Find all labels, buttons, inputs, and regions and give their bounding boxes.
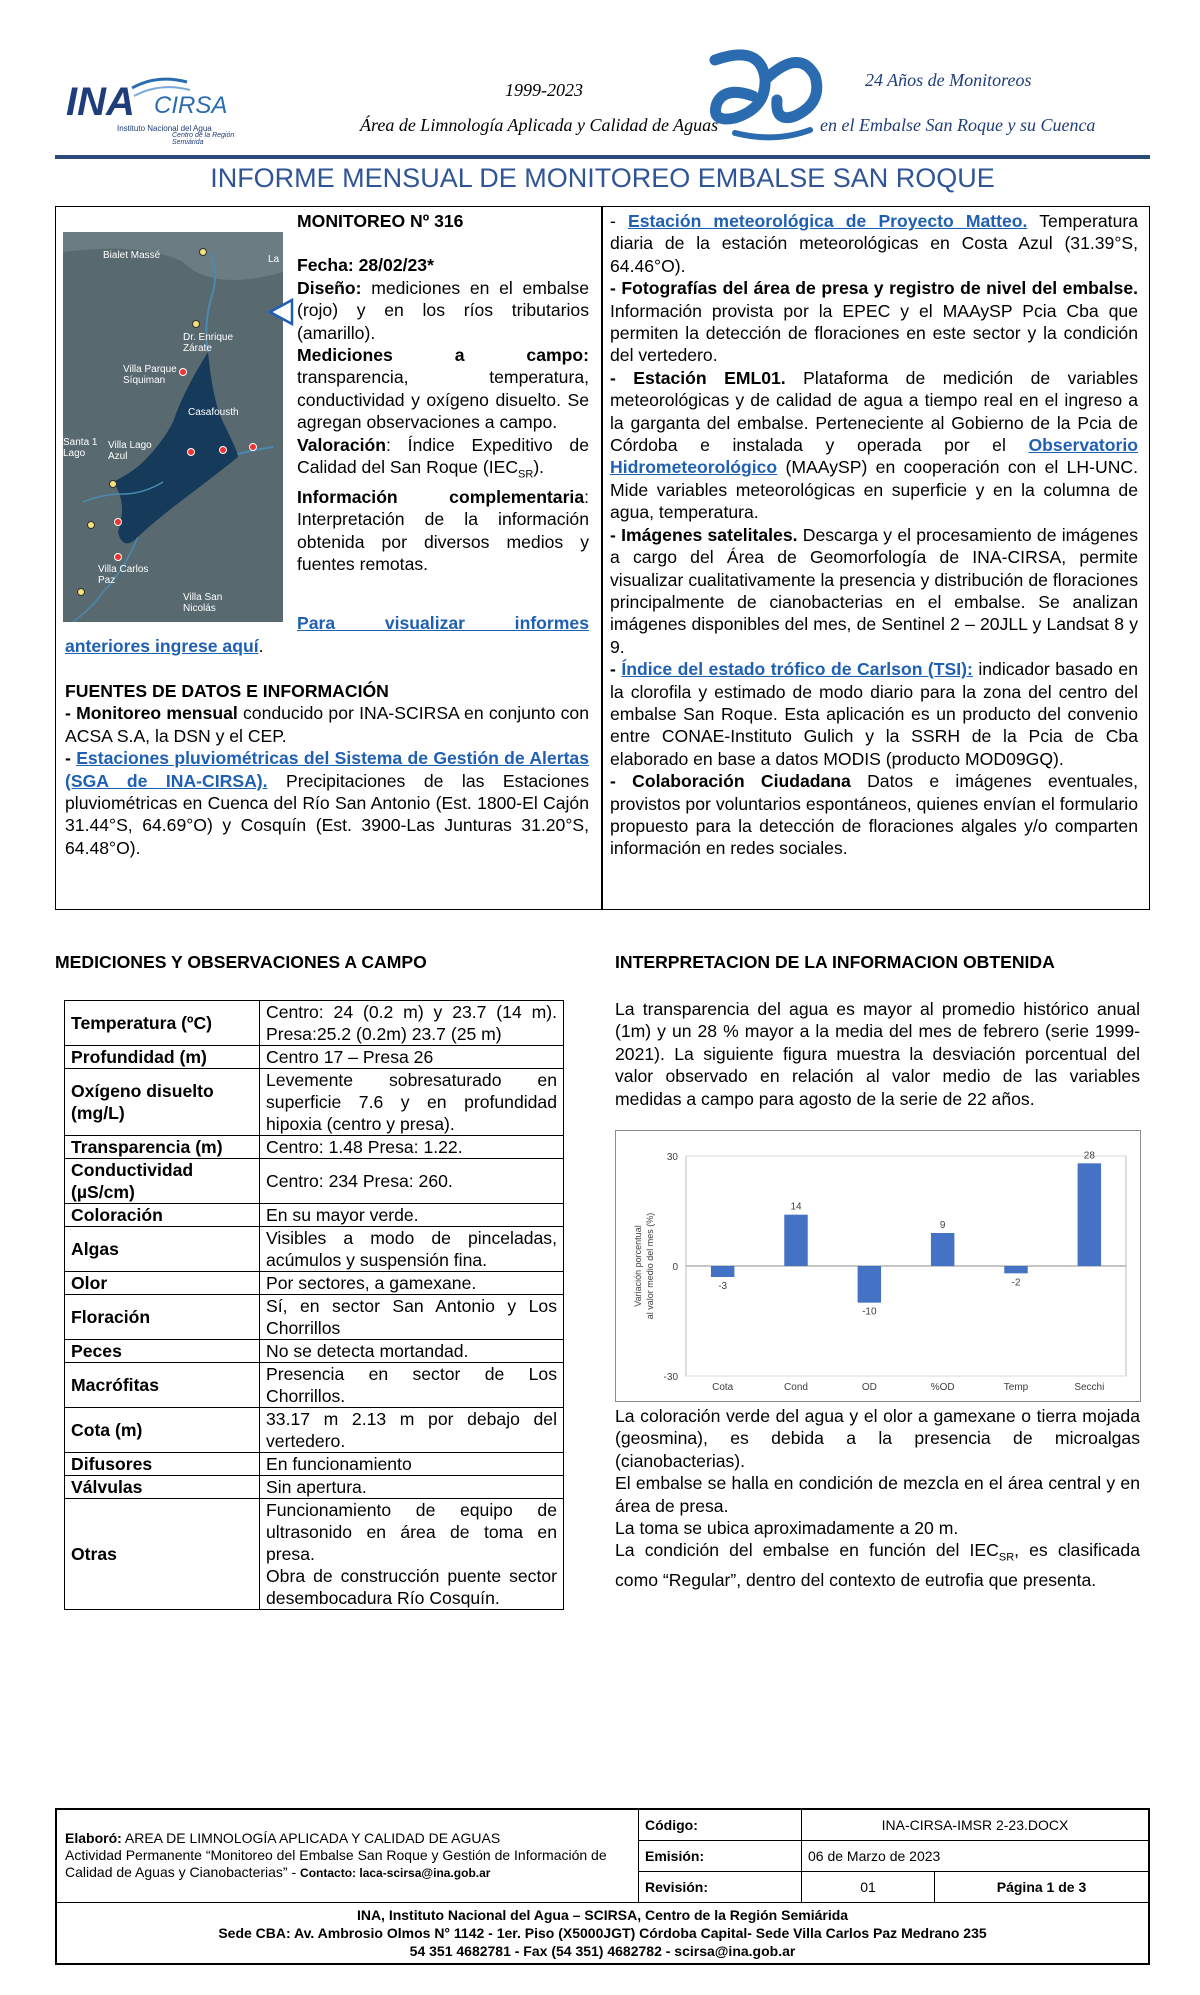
mediciones-key: Olor [65,1272,260,1295]
r1 [610,210,1138,277]
chart-bar [1078,1163,1101,1266]
map-pointer-icon [268,298,294,331]
chart-bar [784,1215,807,1266]
mediciones-table [64,1000,564,1610]
header-area: Área de Limnología Aplicada y Calidad de Aguas [360,115,719,135]
mediciones-key: Transparencia (m) [65,1136,260,1159]
diseno-paragraph [297,277,589,344]
info-text: : Interpretación de la información obtenida por diversos medios y fuentes remotas. [297,486,589,575]
map-label: Casafousth [188,407,239,418]
chart-bar [858,1266,881,1303]
fuentes-p1-text: conducido por INA-SCIRSA en conjunto con ACSA S.A, la DSN y el CEP. [65,703,589,746]
reservoir-map [63,232,283,622]
mediciones-row [65,1001,564,1046]
emision-value: 06 de Marzo de 2023 [802,1841,1149,1872]
interpretacion-p4: La toma se ubica aproximadamente a 20 m. [615,1518,959,1539]
r3-text1: Plataforma de medición de variables meteorológicas y de calidad de agua a tiempo real en el ingreso a la garganta del embalse. Perteneciente al Gobierno de la Pcia de Córdoba e instalada y operada por el [610,367,1138,456]
tsi-link[interactable]: Índice del estado trófico de Carlson (TSI): [621,659,973,680]
diseno-text: mediciones en el embalse (rojo) y en los ríos tributarios (amarillo). [297,277,589,343]
mediciones-key: Floración [65,1295,260,1340]
mediciones-row [65,1499,564,1610]
header-years: 1999-2023 [505,80,583,100]
contacto-text: Contacto: laca-scirsa@ina.gob.ar [300,1866,491,1880]
map-label: Villa Carlos Paz [98,564,149,586]
mediciones-key: Macrófitas [65,1363,260,1408]
mediciones-value: Funcionamiento de equipo de ultrasonido en área de toma en presa. Obra de construcción puente sector desembocadura Río Cosquín. [260,1499,564,1610]
r2-label: - Fotografías del área de presa y registro de nivel del embalse. [610,278,1138,299]
deviation-chart-svg [616,1131,1140,1401]
bar-value-label: 9 [939,1220,946,1231]
logo-sub2: Centro de la Región Semiárida [172,132,235,146]
interpretacion-heading: INTERPRETACION DE LA INFORMACION OBTENIDA [615,952,1055,972]
mediciones-value: 33.17 m 2.13 m por debajo del vertedero. [260,1408,564,1453]
fuentes-heading: FUENTES DE DATOS E INFORMACIÓN [65,681,389,701]
observatorio-link[interactable]: Observatorio Hidrometeorológico [610,435,1138,478]
swirl-logo [705,48,825,143]
chart-bar [931,1233,954,1266]
x-tick-label: Secchi [1074,1382,1105,1393]
valoracion-sub: SR [518,468,534,481]
mediciones-value: No se detecta mortandad. [260,1340,564,1363]
map-label: Villa Parque Síquiman [123,364,177,386]
mediciones-row [65,1453,564,1476]
previous-reports-link[interactable] [297,612,589,634]
previous-reports-link-line1[interactable]: Para visualizar informes [297,613,589,633]
sga-link[interactable]: Estaciones pluviométricas del Sistema de Gestión de Alertas (SGA de INA-CIRSA). [65,748,589,791]
r2-text: Información provista por la EPEC y el MAAySP Pcia Cba que permiten la detección de floraciones en este sector y la condición del vertedero. [610,300,1138,366]
matteo-link[interactable]: Estación meteorológica de Proyecto Matteo. [627,211,1028,231]
r6-label: - Colaboración Ciudadana [610,771,851,792]
page-number: Página 1 de 3 [935,1872,1149,1903]
x-tick-label: %OD [930,1382,955,1393]
bar-value-label: -2 [1011,1277,1021,1289]
chart-bar [711,1266,734,1277]
fuentes-p2 [65,747,589,859]
mediciones-value: Centro 17 – Presa 26 [260,1046,564,1069]
mediciones-value: Por sectores, a gamexane. [260,1272,564,1295]
r2 [610,277,1138,367]
interpretacion-p2: La coloración verde del agua y el olor a gamexane o tierra mojada (geosmina), es debida a la presencia de microalgas (cianobacterias). [615,1406,1140,1471]
previous-reports-link-line2[interactable]: anteriores ingrese aquí [65,636,259,656]
fuentes-p1-label: - Monitoreo mensual [65,703,238,724]
footer-left-cell [57,1810,639,1903]
codigo-label: Código: [639,1810,802,1841]
mediciones-row [65,1069,564,1136]
right-column [610,210,1138,860]
r4 [610,524,1138,658]
mediciones-key: Algas [65,1227,260,1272]
mediciones-value: Presencia en sector de Los Chorrillos. [260,1363,564,1408]
mediciones-row [65,1046,564,1069]
footer-address-cell [57,1903,1149,1964]
mediciones-text: transparencia, temperatura, conductividad y oxígeno disuelto. Se agregan observaciones a campo. [297,367,589,433]
fuentes-block [65,680,589,859]
bar-value-label: 14 [790,1201,802,1213]
header-right-line1: 24 Años de Monitoreos [865,70,1032,90]
r3 [610,367,1138,524]
deviation-chart [615,1130,1141,1402]
mediciones-value: En su mayor verde. [260,1204,564,1227]
r3-text2: (MAAySP) en cooperación con el LH-UNC. Mide variables meteorológicas en superficie y en la columna de agua, temperatura. [610,457,1138,523]
footer-line1: INA, Instituto Nacional del Agua – SCIRSA, Centro de la Región Semiárida [356,1907,849,1923]
mediciones-paragraph [297,344,589,434]
mediciones-row [65,1408,564,1453]
footer-line2: Sede CBA: Av. Ambrosio Olmos N° 1142 - 1er. Piso (X5000JGT) Córdoba Capital- Sede Villa Carlos Paz Medrano 235 [218,1925,987,1941]
y-tick-label: 30 [666,1152,678,1163]
valoracion-end: ). [533,457,545,478]
fecha: Fecha: 28/02/23* [297,255,434,276]
x-tick-label: OD [861,1382,877,1393]
logo-ina-text: INA [66,80,135,124]
mediciones-row [65,1204,564,1227]
monitoreo-number: MONITOREO Nº 316 [297,211,464,231]
info-paragraph [297,486,589,576]
r4-text: Descarga y el procesamiento de imágenes a cargo del Área de Geomorfología de INA-CIRSA, permite visualizar cualitativamente la presencia y distribución de floraciones principalmente de cianobacterias en el embalse. Se analizan imágenes disponibles del mes, de Sentinel 2 – 20JLL y Landsat 8 y 9. [610,524,1139,657]
mediciones-value: Centro: 1.48 Presa: 1.22. [260,1136,564,1159]
valoracion-text: : Índice Expeditivo de Calidad del San Roque (IEC [297,434,589,478]
x-tick-label: Temp [1003,1382,1029,1393]
fuentes-p1 [65,702,589,747]
info-box-divider [601,206,603,910]
y-tick-label: 0 [672,1262,678,1273]
r3-label: - Estación EML01. [610,367,786,388]
r1-prefix: - [610,211,628,231]
ina-cirsa-logo [62,60,262,146]
map-label: Villa Lago Azul [108,440,152,462]
mediciones-row [65,1227,564,1272]
intro-block [297,210,589,576]
mediciones-value: Centro: 24 (0.2 m) y 23.7 (14 m). Presa:25.2 (0.2m) 23.7 (25 m) [260,1001,564,1046]
diseno-label: Diseño: [297,277,362,298]
codigo-value: INA-CIRSA-IMSR 2-23.DOCX [802,1810,1149,1841]
mediciones-row [65,1363,564,1408]
footer-table [56,1809,1149,1964]
map-label: Dr. Enrique Zárate [183,332,234,354]
map-label: Villa San Nicolás [183,592,223,614]
map-label: Bialet Massé [103,250,161,261]
interpretacion-p3: El embalse se halla en condición de mezcla en el área central y en área de presa. [615,1473,1140,1516]
mediciones-value: En funcionamiento [260,1453,564,1476]
mediciones-value: Centro: 234 Presa: 260. [260,1159,564,1204]
r5 [610,658,1138,770]
mediciones-heading: MEDICIONES Y OBSERVACIONES A CAMPO [55,952,427,972]
mediciones-value: Visibles a modo de pinceladas, acúmulos y suspensión fina. [260,1227,564,1272]
interpretacion-rest [615,1405,1140,1592]
mediciones-key: Conductividad (µS/cm) [65,1159,260,1204]
swirl-logo-graphic [705,48,825,143]
mediciones-value: Sin apertura. [260,1476,564,1499]
revision-label: Revisión: [639,1872,802,1903]
mediciones-row [65,1272,564,1295]
report-title: INFORME MENSUAL DE MONITOREO EMBALSE SAN ROQUE [210,163,995,193]
mediciones-value: Levemente sobresaturado en superficie 7.6 y en profundidad hipoxia (centro y presa). [260,1069,564,1136]
interpretacion-p5-b: , es clasificada como “Regular”, dentro del contexto de eutrofia que presenta. [615,1540,1140,1591]
mediciones-key: Coloración [65,1204,260,1227]
valoracion-paragraph [297,434,589,486]
map-label: La [268,254,280,265]
interpretacion-p5-sub: SR [998,1551,1015,1564]
elaboro-text: AREA DE LIMNOLOGÍA APLICADA Y CALIDAD DE AGUAS [121,1830,501,1846]
actividad-text: Actividad Permanente “Monitoreo del Embalse San Roque y Gestión de Información de Calidad de Aguas y Cianobacterias” - [65,1847,607,1880]
mediciones-key: Cota (m) [65,1408,260,1453]
footer-line3: 54 351 4682781 - Fax (54 351) 4682782 - scirsa@ina.gob.ar [409,1943,796,1959]
mediciones-row [65,1340,564,1363]
bar-value-label: 28 [1083,1150,1095,1162]
revision-value: 01 [802,1872,935,1903]
info-label: Información complementaria [297,486,585,507]
mediciones-row [65,1295,564,1340]
fuentes-p2-text: Precipitaciones de las Estaciones pluviométricas en Cuenca del Río San Antonio (Est. 1800-El Cajón 31.44°S, 64.69°O) y Cosquín (Est. 3900-Las Junturas 31.20°S, 64.48°O). [65,770,589,858]
mediciones-key: Profundidad (m) [65,1046,260,1069]
r6 [610,770,1138,860]
r1-text: Temperatura diaria de la estación meteorológicas en Costa Azul (31.39°S, 64.46°O). [610,211,1139,276]
logo-cirsa-text: CIRSA [154,92,228,119]
reservoir-map-graphic [63,232,283,622]
mediciones-row [65,1136,564,1159]
chart-bar [1004,1266,1027,1273]
emision-label: Emisión: [639,1841,802,1872]
elaboro-label: Elaboró: [65,1830,122,1846]
map-label: Santa 1 Lago [63,437,98,459]
mediciones-key: Otras [65,1499,260,1610]
mediciones-key: Peces [65,1340,260,1363]
valoracion-label: Valoración [297,434,386,455]
r4-label: - Imágenes satelitales. [610,524,798,545]
y-axis-label: Variación porcentual al valor medio del mes (%) [633,1212,655,1320]
interpretacion-p1: La transparencia del agua es mayor al promedio histórico anual (1m) y un 28 % mayor a la media del mes de febrero (serie 1999-2021). La siguiente figura muestra la desviación porcentual del valor observado en relación al valor medio de las variables medidas a campo para agosto de la serie de 22 años. [615,999,1140,1109]
mediciones-label: Mediciones a campo: [297,345,589,366]
r5-text: indicador basado en la clorofila y estimado de modo diario para la zona del centro del embalse San Roque. Esta aplicación es un producto del convenio entre CONAE-Instituto Gulich y la SSRH de la Pcia de Cba elaborado en base a datos MODIS (producto MOD09GQ). [610,659,1139,769]
mediciones-key: Difusores [65,1453,260,1476]
mediciones-value: Sí, en sector San Antonio y Los Chorrillos [260,1295,564,1340]
mediciones-key: Temperatura (ºC) [65,1001,260,1046]
previous-reports-link-line2-wrap [65,635,264,657]
x-tick-label: Cond [784,1382,808,1393]
r5-prefix: - [610,659,622,680]
header-right-line2: en el Embalse San Roque y su Cuenca [820,115,1096,135]
mediciones-row [65,1476,564,1499]
interpretacion-p5-a: La condición del embalse en función del IEC [615,1540,999,1561]
logo-sub1: Instituto Nacional del Agua [117,124,212,133]
interpretacion-p5 [615,1539,1140,1591]
mediciones-row [65,1159,564,1204]
mediciones-key: Oxígeno disuelto (mg/L) [65,1069,260,1136]
document-footer [55,1808,1150,1965]
x-tick-label: Cota [712,1382,734,1393]
y-tick-label: -30 [663,1372,678,1383]
bar-value-label: -3 [718,1281,728,1292]
header-rule [55,155,1150,159]
period: . [258,636,264,656]
bar-value-label: -10 [862,1306,877,1318]
mediciones-key: Válvulas [65,1476,260,1499]
fuentes-p2-prefix: - [65,748,77,769]
r6-text: Datos e imágenes eventuales, provistos por voluntarios espontáneos, quienes envían el formulario propuesto para la detección de floraciones algales y/o comparten información en redes sociales. [610,771,1138,859]
